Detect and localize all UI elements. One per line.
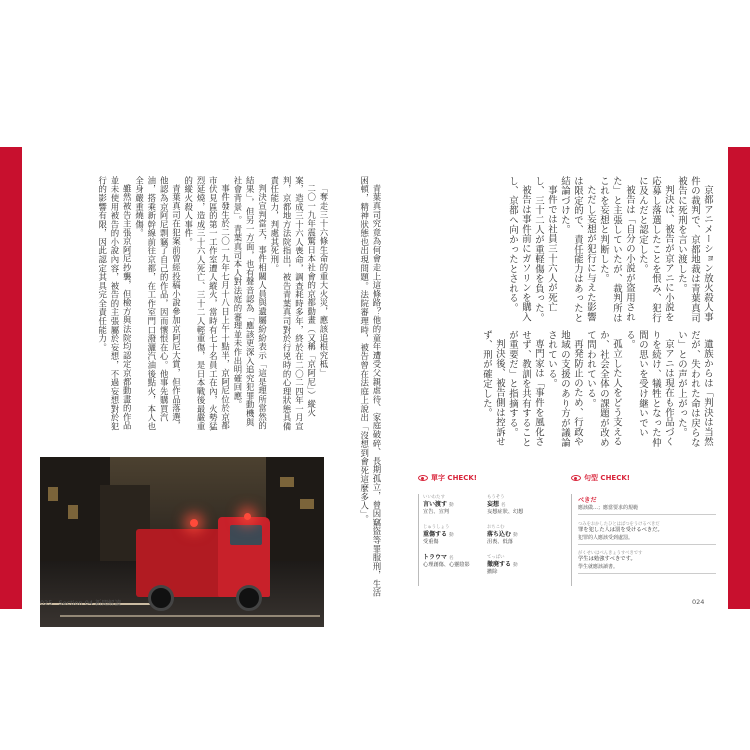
left-page-body-upper: 「奪走三十六條生命的重大火災，應該追根究柢」 二〇一九年震驚日本社會的京都動畫（又稱「京阿尼」）縱火案，造成三十六人喪命，調查耗時多年，終於在二〇二四年一月宣判，京都地方法院指出，被告青葉真司對於行兇時的心理狀態具備責任能力，判處其死刑。 判決宣判當天，事件相關人員與遺屬紛紛表示「這是理所當然的結果」，但另一方面，也有聲音認為「應該更深入追究犯罪動機與社會背景」。青葉真司本人對法庭的審理並未作出明確回應。 事件發生於二〇一九年七月十八日上午十點半，京阿尼位於京都市伏見區的第一工作室遭人縱火，當時有七十名員工在內，火勢猛烈延燒，造成三十六人死亡、三十二人輕重傷，是日本戰後最嚴重的縱火殺人事件。 青葉真司在犯案前曾經投稿小說參加京阿尼大賞，但作品落選，他認為京阿尼剽竊了自己的作品，因而懷恨在心。他事先購買汽油，搭乘新幹線前往京都，在工作室門口潑灑汽油後點火，本人也全身嚴重燒傷。 雖然被告主張京阿尼抄襲，但檢方與法院均認定京都動畫的作品並未使用被告的小說內容，被告的主張屬於妄想，不過妄想對於犯行的影響有限，因此認定其具完全責任能力。 [34,176,330,434]
truck-wheel [236,585,262,611]
eye-icon [571,475,581,481]
grammar-meaning: 應該做…；應當要求的規範 [578,504,716,515]
truck-wheel [148,585,174,611]
right-page-body-upper: 京都アニメーション放火殺人事件の裁判で、京都地裁は青葉真司被告に死刑を言い渡した。 判決は、被告が京アニに小説を応募し落選したことを恨み、犯行に及んだと認定した。 被告は「自分の小説が盗用された」と主張していたが、裁判所はこれを妄想と判断した。 ただし妄想が犯行に与えた影響は限定的で、責任能力はあったと結論づけた。 事件では社員三十六人が死亡し、三十二人が重軽傷を負った。 被告は事件前にガソリンを購入し、京都へ向かったとされる。 [507,176,713,323]
left-edge-red-bar [0,147,22,609]
vocab-list [418,494,557,586]
vocab-item: てっぱい 撤廃する 動 撤除 [487,555,518,575]
right-edge-red-bar [728,147,750,609]
left-page-number: 025 Section 04 新聞解讀 [40,599,122,607]
grammar-translation: 學生就應該讀書。 [578,563,716,574]
vocab-item: トラウマ 名 心理創傷、心靈陰影 [423,554,470,568]
right-page-body-lower: 遺族からは「判決は当然だが、失われた命は戻らない」との声が上がった。 京アニは現在も作品づくりを続け、犠牲となった仲間の思いを受け継いでいる。 孤立した人をどう支えるか、社会全体の課題が改めて問われている。 再発防止のため、行政や地域の支援のあり方が議論されている。 専門家は「事件を風化させず、教訓を共有することが重要だ」と指摘する。 判決後、被告側は控訴せず、刑が確定した。 [481,330,713,448]
grammar-example: 罪を犯した人は罰を受けるべきだ。 [578,527,663,533]
grammar-pattern: べきだ [578,497,597,504]
eye-icon [418,475,428,481]
grammar-box: べきだ 應該做…；應當要求的規範 つみをおかしたひとはばつをうけるべきだ 罪を犯した人は罰を受けるべきだ。 犯罪的人應該受到處罰。 がくせいはべんきょうすべきです 学生は勉強すべきです。 學生就應該讀書。 [571,494,716,586]
vocab-item: じゅうしょう 重傷する 動 受重傷 [423,525,454,545]
vocab-item: おちこむ 落ち込む 動 沮喪、低落 [487,525,518,545]
grammar-example: 学生は勉強すべきです。 [578,556,636,562]
grammar-check-header: 句型 CHECK! [571,472,721,484]
right-page-number: 024 [692,598,705,606]
vocab-item: もうそう 妄想 名 妄想症狀、幻想 [487,495,524,515]
vocab-check-header: 單字 CHECK! [418,472,568,484]
grammar-translation: 犯罪的人應該受到處罰。 [578,534,716,545]
left-page-body-right-lower: 青葉真司究竟為何會走上這條路？他的童年遭受父親虐待、家庭破碎、長期孤立，曾因竊盜等罪服刑，生活困頓，精神狀態也出現問題。法院審理時，被告曾在法庭上說出「沒想到會死這麼多人」。 [359,176,382,598]
headline-quote: 「奪走三十六條生命的重大火災，應該追根究柢」 [319,184,329,378]
vocab-item: いいわたす 言い渡す 動 宣告、宣判 [423,495,454,515]
